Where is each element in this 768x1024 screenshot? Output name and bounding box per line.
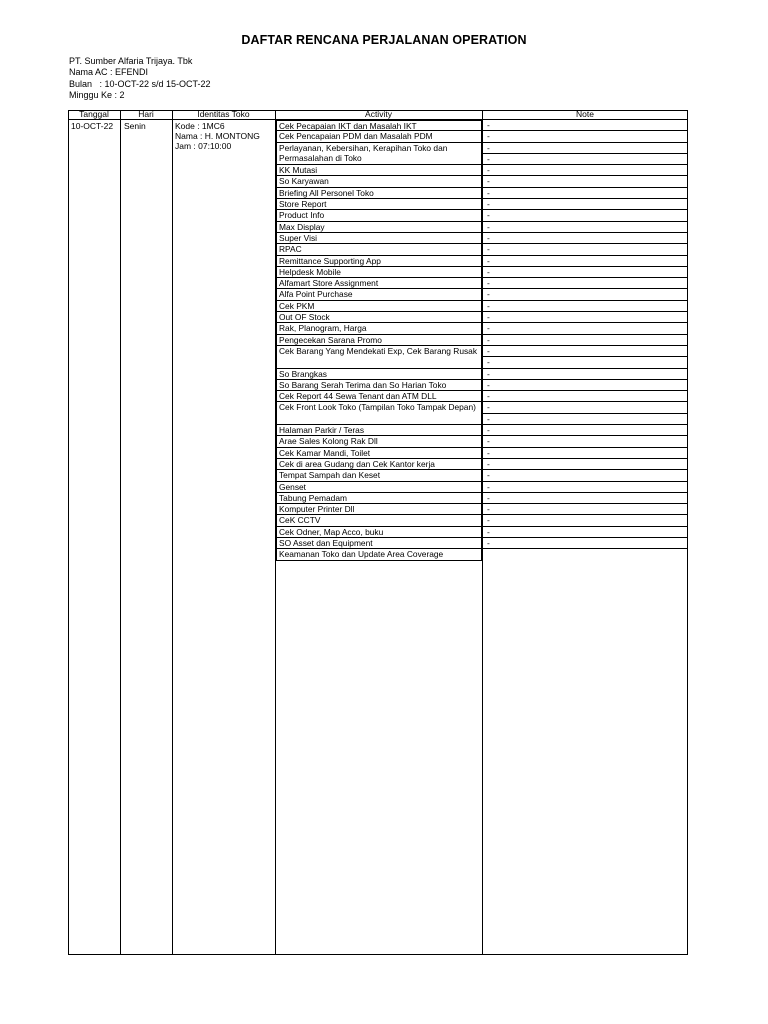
activity-item: Cek Pecapaian IKT dan Masalah IKT xyxy=(276,120,482,131)
activity-item: Arae Sales Kolong Rak Dll xyxy=(276,436,482,447)
activity-item: Cek Front Look Toko (Tampilan Toko Tampak Depan) xyxy=(276,402,482,425)
header-tanggal: Tanggal xyxy=(79,109,109,119)
activity-list xyxy=(276,120,482,561)
activity-item: Product Info xyxy=(276,210,482,221)
note-item: - xyxy=(483,222,688,233)
activity-item: Max Display xyxy=(276,222,482,233)
note-item: - xyxy=(483,402,688,413)
activity-item: RPAC xyxy=(276,244,482,255)
note-item: - xyxy=(483,335,688,346)
note-list xyxy=(483,120,688,549)
activity-item: Tabung Pemadam xyxy=(276,493,482,504)
activity-item: Keamanan Toko dan Update Area Coverage xyxy=(276,549,482,560)
activity-item: Cek Report 44 Sewa Tenant dan ATM DLL xyxy=(276,391,482,402)
note-item: - xyxy=(483,176,688,187)
cell-kode-toko: Kode : 1MC6 xyxy=(175,121,225,131)
note-item: - xyxy=(483,504,688,515)
note-item: - xyxy=(483,515,688,526)
activity-item: Super Visi xyxy=(276,233,482,244)
company-name: PT. Sumber Alfaria Trijaya. Tbk xyxy=(69,56,193,66)
note-item: - xyxy=(483,414,688,425)
note-item: - xyxy=(483,357,688,368)
note-item: - xyxy=(483,538,688,549)
activity-item: Rak, Planogram, Harga xyxy=(276,323,482,334)
cell-nama-toko: Nama : H. MONTONG xyxy=(175,131,260,141)
activity-item: Helpdesk Mobile xyxy=(276,267,482,278)
activity-item: Genset xyxy=(276,482,482,493)
activity-item: Cek Pencapaian PDM dan Masalah PDM xyxy=(276,131,482,142)
note-item: - xyxy=(483,482,688,493)
note-item: - xyxy=(483,527,688,538)
activity-item: Briefing All Personel Toko xyxy=(276,188,482,199)
note-item: - xyxy=(483,470,688,481)
activity-item: Cek Kamar Mandi, Toilet xyxy=(276,448,482,459)
column-divider xyxy=(120,110,121,955)
note-item: - xyxy=(483,244,688,255)
activity-item: Komputer Printer Dll xyxy=(276,504,482,515)
note-item: - xyxy=(483,448,688,459)
activity-item: SO Asset dan Equipment xyxy=(276,538,482,549)
activity-item: Remittance Supporting App xyxy=(276,256,482,267)
note-item: - xyxy=(483,391,688,402)
note-item: - xyxy=(483,369,688,380)
header-identitas-toko: Identitas Toko xyxy=(197,109,250,119)
note-item: - xyxy=(483,256,688,267)
activity-item: Out OF Stock xyxy=(276,312,482,323)
activity-item: So Brangkas xyxy=(276,369,482,380)
document-title: DAFTAR RENCANA PERJALANAN OPERATION xyxy=(241,33,527,47)
activity-item: Tempat Sampah dan Keset xyxy=(276,470,482,481)
note-item: - xyxy=(483,188,688,199)
minggu-ke: Minggu Ke : 2 xyxy=(69,90,125,101)
activity-item: Halaman Parkir / Teras xyxy=(276,425,482,436)
header-info xyxy=(69,56,211,102)
activity-item: KK Mutasi xyxy=(276,165,482,176)
note-item: - xyxy=(483,289,688,300)
note-item: - xyxy=(483,199,688,210)
activity-item: Cek Odner, Map Acco, buku xyxy=(276,527,482,538)
note-item: - xyxy=(483,143,688,154)
column-divider xyxy=(172,110,173,955)
note-item: - xyxy=(483,312,688,323)
cell-jam: Jam : 07:10:00 xyxy=(175,141,232,151)
cell-tanggal: 10-OCT-22 xyxy=(71,121,114,131)
note-item: - xyxy=(483,459,688,470)
activity-item: So Barang Serah Terima dan So Harian Toko xyxy=(276,380,482,391)
note-item: - xyxy=(483,267,688,278)
note-item: - xyxy=(483,493,688,504)
cell-hari: Senin xyxy=(124,121,146,131)
header-note: Note xyxy=(576,109,594,119)
note-item: - xyxy=(483,301,688,312)
activity-item: Pengecekan Sarana Promo xyxy=(276,335,482,346)
note-item: - xyxy=(483,210,688,221)
note-item: - xyxy=(483,154,688,165)
note-item: - xyxy=(483,278,688,289)
activity-item: Cek di area Gudang dan Cek Kantor kerja xyxy=(276,459,482,470)
activity-item: Alfamart Store Assignment xyxy=(276,278,482,289)
activity-item: Cek Barang Yang Mendekati Exp, Cek Barang Rusak xyxy=(276,346,482,369)
bulan-period: Bulan : 10-OCT-22 s/d 15-OCT-22 xyxy=(69,78,211,89)
activity-item: Store Report xyxy=(276,199,482,210)
nama-ac: Nama AC : EFENDI xyxy=(69,67,149,78)
note-item: - xyxy=(483,165,688,176)
note-item: - xyxy=(483,131,688,142)
header-activity: Activity xyxy=(365,109,392,119)
note-item: - xyxy=(483,346,688,357)
activity-item: CeK CCTV xyxy=(276,515,482,526)
note-item: - xyxy=(483,380,688,391)
note-item: - xyxy=(483,436,688,447)
activity-item: So Karyawan xyxy=(276,176,482,187)
note-item: - xyxy=(483,425,688,436)
note-item: - xyxy=(483,323,688,334)
note-item: - xyxy=(483,120,688,131)
header-hari: Hari xyxy=(138,109,154,119)
note-item: - xyxy=(483,233,688,244)
activity-item: Perlayanan, Kebersihan, Kerapihan Toko dan Permasalahan di Toko xyxy=(276,143,482,166)
activity-item: Alfa Point Purchase xyxy=(276,289,482,300)
activity-item: Cek PKM xyxy=(276,301,482,312)
